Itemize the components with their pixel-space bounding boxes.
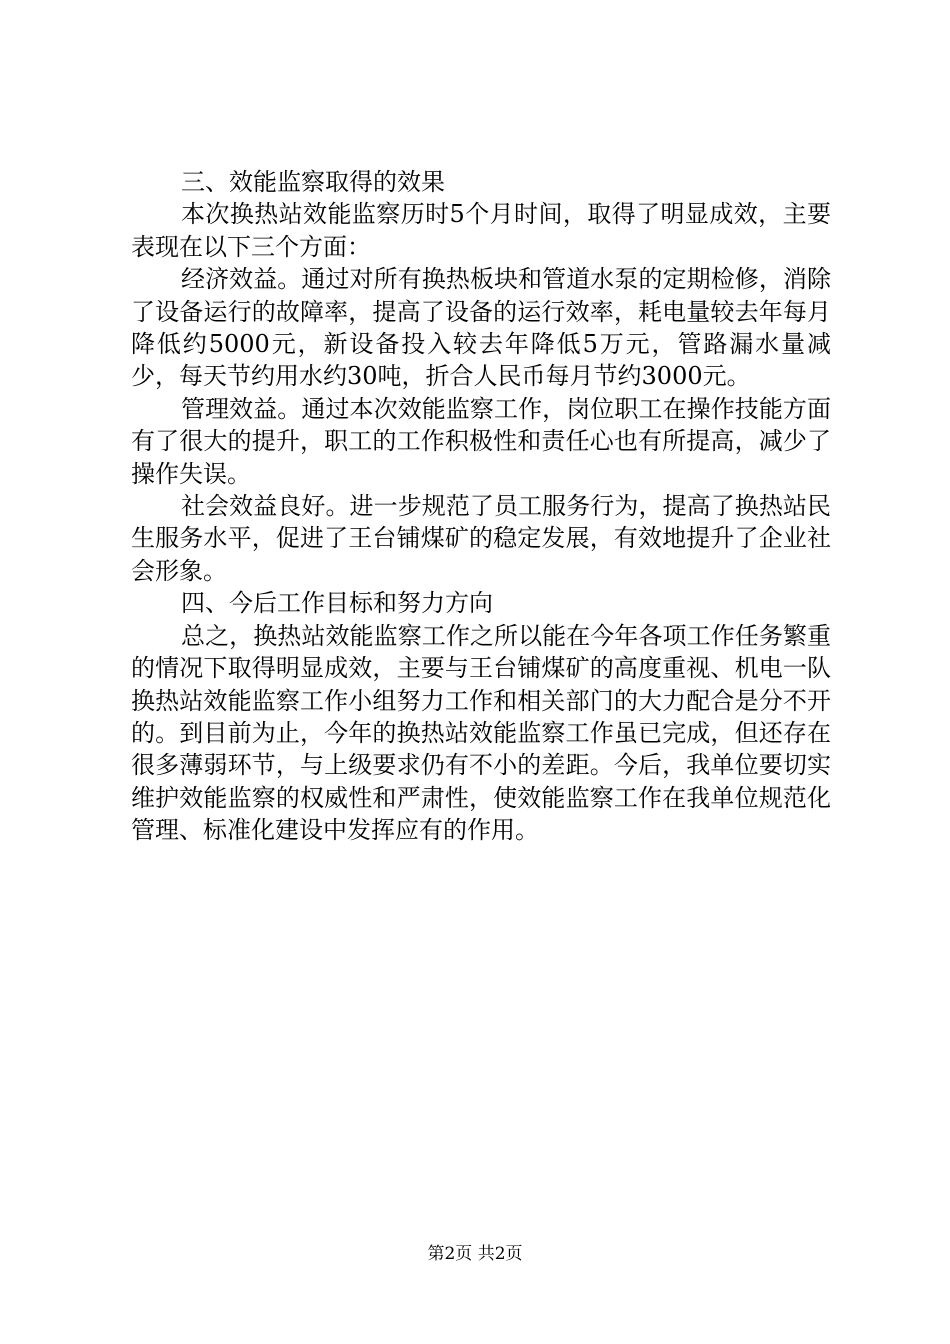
- paragraph-economic-benefit: 经济效益。通过对所有换热板块和管道水泵的定期检修，消除了设备运行的故障率，提高了设备的运行效率，耗电量较去年每月降低约5000元，新设备投入较去年降低5万元，管路漏水量减少，每天节约用水约30吨，折合人民币每月节约3000元。: [131, 265, 831, 391]
- page-number-footer: 第2页 共2页: [427, 1244, 523, 1264]
- paragraph-summary: 本次换热站效能监察历时5个月时间，取得了明显成效，主要表现在以下三个方面：: [131, 200, 831, 261]
- section-heading-effects: 三、效能监察取得的效果: [181, 168, 445, 196]
- paragraph-social-benefit: 社会效益良好。进一步规范了员工服务行为，提高了换热站民生服务水平，促进了王台铺煤矿的稳定发展，有效地提升了企业社会形象。: [131, 492, 831, 585]
- paragraph-management-benefit: 管理效益。通过本次效能监察工作，岗位职工在操作技能方面有了很大的提升，职工的工作积极性和责任心也有所提高，减少了操作失误。: [131, 394, 831, 488]
- paragraph-conclusion: 总之，换热站效能监察工作之所以能在今年各项工作任务繁重的情况下取得明显成效，主要与王台铺煤矿的高度重视、机电一队换热站效能监察工作小组努力工作和相关部门的大力配合是分不开的。到目前为止，今年的换热站效能监察工作虽已完成，但还存在很多薄弱环节，与上级要求仍有不小的差距。今后，我单位要切实维护效能监察的权威性和严肃性，使效能监察工作在我单位规范化管理、标准化建设中发挥应有的作用。: [131, 621, 831, 845]
- section-heading-future-goals: 四、今后工作目标和努力方向: [181, 589, 493, 618]
- document-body: [131, 166, 831, 847]
